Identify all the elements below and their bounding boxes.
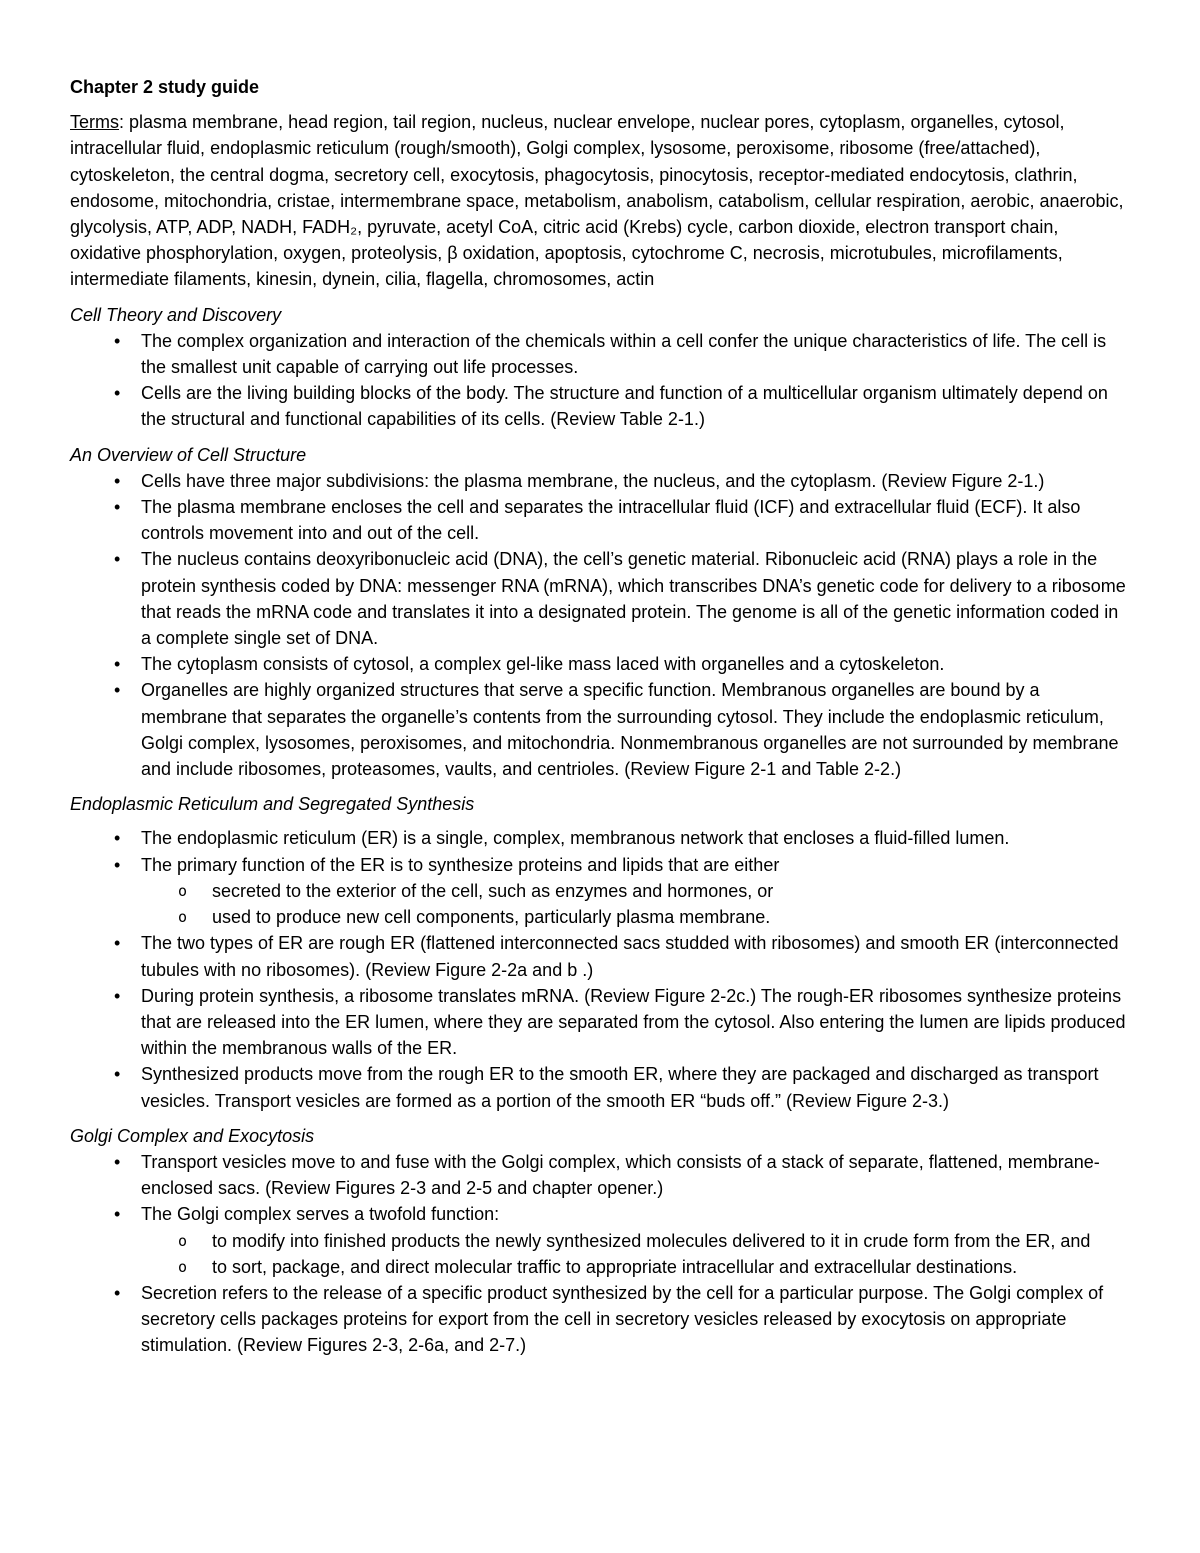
sub-list-item: o to modify into finished products the newly synthesized molecules delivered to it in crude form from the ER, and — [141, 1228, 1130, 1254]
sub-list-item: o used to produce new cell components, particularly plasma membrane. — [141, 904, 1130, 930]
section-heading-cell-theory: Cell Theory and Discovery — [70, 304, 282, 325]
sub-list — [141, 1228, 1130, 1280]
list-item: • Cells have three major subdivisions: the plasma membrane, the nucleus, and the cytoplasm. (Review Figure 2-1.) — [70, 468, 1130, 494]
list-item: • Secretion refers to the release of a specific product synthesized by the cell for a particular purpose. The Golgi complex of secretory cells packages proteins for export from the cell in secretory vesicles released by exocytosis on appropriate stimulation. (Review Figures 2-3, 2-6a, and 2-7.) — [70, 1280, 1130, 1359]
list-item: • Organelles are highly organized structures that serve a specific function. Membranous organelles are bound by a membrane that separates the organelle’s contents from the surrounding cytosol. They include the endoplasmic reticulum, Golgi complex, lysosomes, peroxisomes, and mitochondria. Nonmembranous organelles are not surrounded by membrane and include ribosomes, proteasomes, vaults, and centrioles. (Review Figure 2-1 and Table 2-2.) — [70, 677, 1130, 782]
list-item: • The two types of ER are rough ER (flattened interconnected sacs studded with ribosomes) and smooth ER (interconnected tubules with no ribosomes). (Review Figure 2-2a and b .) — [70, 930, 1130, 982]
section-list-cell-structure — [70, 468, 1130, 782]
section-heading-cell-structure: An Overview of Cell Structure — [70, 444, 307, 465]
list-item-with-sublist — [70, 1201, 1130, 1280]
page-title: Chapter 2 study guide — [70, 77, 260, 97]
list-item: • The endoplasmic reticulum (ER) is a single, complex, membranous network that encloses a fluid-filled lumen. — [70, 825, 1130, 851]
sub-list — [141, 878, 1130, 930]
sub-list-item: o to sort, package, and direct molecular traffic to appropriate intracellular and extracellular destinations. — [141, 1254, 1130, 1280]
list-item-with-sublist — [70, 852, 1130, 931]
terms-label: Terms — [70, 112, 119, 133]
list-item: • The plasma membrane encloses the cell and separates the intracellular fluid (ICF) and extracellular fluid (ECF). It also controls movement into and out of the cell. — [70, 494, 1130, 546]
list-item-text: The primary function of the ER is to synthesize proteins and lipids that are either — [141, 854, 780, 875]
list-item: • The complex organization and interaction of the chemicals within a cell confer the unique characteristics of life. The cell is the smallest unit capable of carrying out life processes. — [70, 328, 1130, 380]
terms-paragraph — [70, 109, 1130, 292]
section-heading-endoplasmic-reticulum: Endoplasmic Reticulum and Segregated Synthesis — [70, 794, 475, 815]
list-item: • The nucleus contains deoxyribonucleic acid (DNA), the cell’s genetic material. Ribonucleic acid (RNA) plays a role in the protein synthesis coded by DNA: messenger RNA (mRNA), which transcribes DNA’s genetic code for delivery to a ribosome that reads the mRNA code and translates it into a designated protein. The genome is all of the genetic information coded in a complete single set of DNA. — [70, 546, 1130, 651]
list-item: • Cells are the living building blocks of the body. The structure and function of a multicellular organism ultimately depend on the structural and functional capabilities of its cells. (Review Table 2-1.) — [70, 380, 1130, 432]
list-item: • During protein synthesis, a ribosome translates mRNA. (Review Figure 2-2c.) The rough-ER ribosomes synthesize proteins that are released into the ER lumen, where they are separated from the cytosol. Also entering the lumen are lipids produced within the membranous walls of the ER. — [70, 983, 1130, 1062]
document-page — [70, 74, 1130, 1368]
section-list-cell-theory — [70, 328, 1130, 433]
section-heading-golgi-complex: Golgi Complex and Exocytosis — [70, 1125, 315, 1146]
section-list-golgi-complex — [70, 1149, 1130, 1359]
sub-list-item: o secreted to the exterior of the cell, such as enzymes and hormones, or — [141, 878, 1130, 904]
list-item: • Synthesized products move from the rough ER to the smooth ER, where they are packaged and discharged as transport vesicles. Transport vesicles are formed as a portion of the smooth ER “buds off.” (Review Figure 2-3.) — [70, 1061, 1130, 1113]
list-item: • The cytoplasm consists of cytosol, a complex gel-like mass laced with organelles and a cytoskeleton. — [70, 651, 1130, 677]
list-item-text: The Golgi complex serves a twofold function: — [141, 1204, 500, 1225]
section-list-endoplasmic-reticulum — [70, 825, 1130, 1113]
list-item: • Transport vesicles move to and fuse with the Golgi complex, which consists of a stack of separate, flattened, membrane-enclosed sacs. (Review Figures 2-3 and 2-5 and chapter opener.) — [70, 1149, 1130, 1201]
terms-list: : plasma membrane, head region, tail region, nucleus, nuclear envelope, nuclear pores, cytoplasm, organelles, cytosol, intracellular fluid, endoplasmic reticulum (rough/smooth), Golgi complex, lysosome, peroxisome, ribosome (free/attached), cytoskeleton, the central dogma, secretory cell, exocytosis, phagocytosis, pinocytosis, receptor-mediated endocytosis, clathrin, endosome, mitochondria, cristae, intermembrane space, metabolism, anabolism, catabolism, cellular respiration, aerobic, anaerobic, glycolysis, ATP, ADP, NADH, FADH₂, pyruvate, acetyl CoA, citric acid (Krebs) cycle, carbon dioxide, electron transport chain, oxidative phosphorylation, oxygen, proteolysis, β oxidation, apoptosis, cytochrome C, necrosis, microtubules, microfilaments, intermediate filaments, kinesin, dynein, cilia, flagella, chromosomes, actin — [70, 112, 1124, 290]
